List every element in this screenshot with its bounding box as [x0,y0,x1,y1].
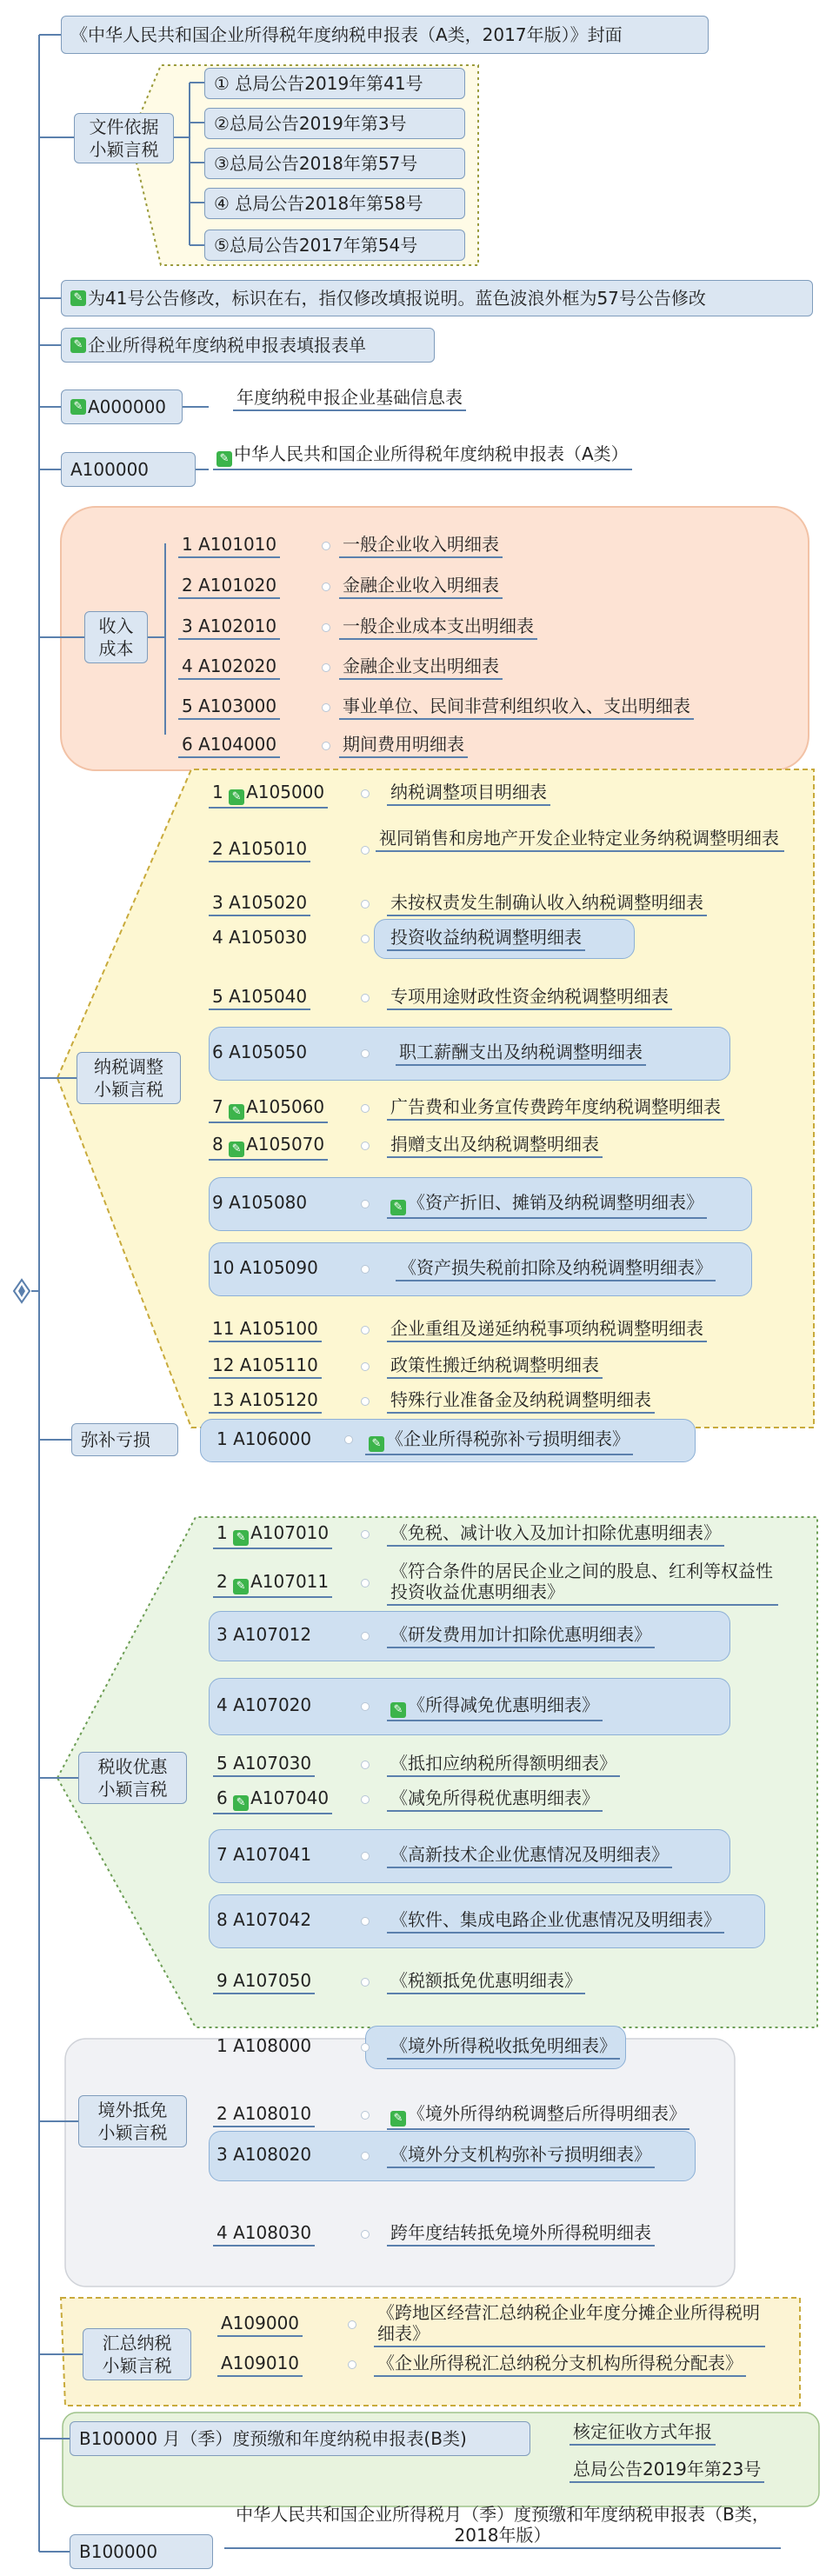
pref-row-desc-label: 《符合条件的居民企业之间的股息、红利等权益性投资收益优惠明细表》 [390,1561,773,1602]
income-row-desc-label: 一般企业成本支出明细表 [343,616,534,636]
note-icon: ✎ [233,1795,249,1811]
expand-dot-icon[interactable] [322,663,330,672]
adjust-row-desc-label: 投资收益纳税调整明细表 [390,927,582,948]
note-icon: ✎ [216,451,232,467]
adjust-row-desc[interactable] [387,1192,707,1219]
expand-dot-icon[interactable] [322,703,330,712]
pref-row-code-label: A107040 [250,1787,330,1808]
expand-dot-icon[interactable] [361,1761,370,1769]
expand-dot-icon[interactable] [322,623,330,632]
adjust-row-desc-label: 《资产损失税前扣除及纳税调整明细表》 [399,1257,712,1278]
adjust-row-desc[interactable] [387,782,550,806]
expand-dot-icon[interactable] [361,1530,370,1539]
pref-row-desc[interactable] [387,1694,603,1721]
note-icon: ✎ [390,1702,406,1718]
b-item-annual[interactable]: 核定征收方式年报 [570,2421,716,2446]
b-section-node[interactable] [70,2421,530,2456]
adjust-row-code-label: 5 A105040 [212,986,308,1007]
pref-row-desc-label: 《税额抵免优惠明细表》 [390,1970,582,1991]
pref-row-code-label: 8 A107042 [216,1909,312,1930]
adjust-row-code[interactable] [209,1389,322,1414]
income-row-desc[interactable] [339,656,503,680]
note-icon: ✎ [390,2111,406,2127]
note-icon: ✎ [233,1579,249,1594]
expand-dot-icon[interactable] [361,1397,370,1406]
income-row-desc-label: 一般企业收入明细表 [343,534,499,555]
basis-item[interactable] [204,148,465,179]
adjust-label: 纳税调整 小颖言税 [94,1056,163,1100]
expand-dot-icon[interactable] [361,2043,370,2052]
adjust-row-desc-label: 职工薪酬支出及纳税调整明细表 [399,1042,643,1062]
pref-row-code[interactable] [213,1522,332,1549]
adjust-row-code-label: 2 A105010 [212,838,308,859]
pref-row-code[interactable] [213,1787,332,1814]
pref-row-desc-label: 《所得减免优惠明细表》 [408,1694,599,1715]
income-row-desc[interactable] [339,734,468,758]
adjust-row-code[interactable] [209,1257,322,1280]
consol-row-code[interactable] [217,2353,303,2377]
expand-dot-icon[interactable] [361,846,370,855]
income-row-code[interactable] [178,616,280,640]
foreign-row-desc-label: 《境外所得纳税调整后所得明细表》 [408,2103,686,2124]
adjust-row-desc-label: 纳税调整项目明细表 [390,782,547,802]
foreign-node[interactable] [78,2095,187,2147]
income-row-desc[interactable] [339,616,537,640]
consol-row-desc[interactable] [374,2353,746,2377]
adjust-row-desc-label: 捐赠支出及纳税调整明细表 [390,1134,599,1155]
pref-row-desc[interactable] [387,1844,672,1868]
basis-item-label: ②总局公告2019年第3号 [214,113,407,134]
pref-row-code[interactable] [213,1970,315,1994]
expand-dot-icon[interactable] [361,935,370,943]
adjust-row-desc[interactable] [387,1355,603,1379]
foreign-row-code[interactable] [213,2144,315,2167]
expand-dot-icon[interactable] [361,900,370,909]
adjust-row-desc[interactable] [396,1042,646,1066]
adjust-row-code-label: A105070 [246,1134,325,1155]
expand-dot-icon[interactable] [361,789,370,798]
note-icon: ✎ [70,290,86,306]
pref-node[interactable] [78,1752,187,1804]
pref-row-code-label: 3 A107012 [216,1624,312,1645]
expand-dot-icon[interactable] [361,1917,370,1926]
foreign-row-desc-label: 《境外分支机构弥补亏损明细表》 [390,2144,651,2165]
adjust-row-code[interactable] [209,838,310,862]
pref-label: 税收优惠 小颖言税 [97,1756,168,1800]
expand-dot-icon[interactable] [348,2320,356,2329]
expand-dot-icon[interactable] [361,1049,370,1058]
adjust-row-code-label: 9 A105080 [212,1192,308,1213]
foreign-row-code[interactable] [213,2103,315,2127]
pref-row-desc[interactable] [387,1624,655,1648]
consol-node[interactable] [83,2328,191,2380]
note-icon: ✎ [70,337,86,353]
expand-dot-icon[interactable] [361,1795,370,1804]
a000000-code: A000000 [88,396,167,417]
expand-dot-icon[interactable] [361,1632,370,1641]
pref-row-code-label: A107010 [250,1522,330,1543]
consol-row-desc[interactable] [374,2302,765,2347]
basis-item[interactable] [204,230,465,261]
pref-row-desc-label: 《免税、减计收入及加计扣除优惠明细表》 [390,1522,721,1543]
consol-row-desc-label: 《企业所得税汇总纳税分支机构所得税分配表》 [377,2353,743,2373]
pref-row-code[interactable] [213,1909,315,1932]
fill-list-node[interactable] [61,328,435,363]
note-icon: ✎ [390,1200,406,1215]
b100000-code: B100000 [79,2541,158,2562]
pref-row-code-label: 4 A107020 [216,1694,312,1715]
pref-row-desc[interactable] [387,1909,724,1934]
adjust-row-code[interactable] [209,1042,310,1064]
foreign-row-desc-label: 《境外所得税收抵免明细表》 [390,2035,616,2056]
pref-row-desc-label: 《软件、集成电路企业优惠情况及明细表》 [390,1909,721,1930]
expand-dot-icon[interactable] [322,542,330,550]
income-row-code-label: 2 A101020 [182,575,277,596]
pref-row-code[interactable] [213,1571,332,1598]
fill-list-label: 企业所得税年度纳税申报表填报表单 [88,335,366,356]
adjust-row-desc-label: 政策性搬迁纳税调整明细表 [390,1355,599,1375]
pref-row-code-label: 7 A107041 [216,1844,312,1865]
adjust-row-desc[interactable] [387,1096,724,1121]
pref-row-desc[interactable] [387,1753,620,1777]
b100000-desc[interactable]: 中华人民共和国企业所得税月（季）度预缴和年度纳税申报表（B类，2018年版） [224,2504,781,2549]
expand-dot-icon[interactable] [348,2360,356,2369]
a100000-code: A100000 [70,459,150,480]
income-row-desc-label: 金融企业支出明细表 [343,656,499,676]
adjust-row-code-label: 13 A105120 [212,1389,318,1410]
adjust-row-code-label: 4 A105030 [212,927,308,948]
adjust-row-code-label: 12 A105110 [212,1355,318,1375]
income-row-desc[interactable] [339,534,503,558]
pref-row-desc-label: 《抵扣应纳税所得额明细表》 [390,1753,616,1774]
expand-dot-icon[interactable] [361,1326,370,1335]
foreign-row-code-label: 2 A108010 [216,2103,312,2124]
pref-row-code[interactable] [213,1844,315,1867]
income-row-desc-label: 事业单位、民间非营利组织收入、支出明细表 [343,696,690,716]
adjust-row-desc[interactable] [387,1318,707,1342]
adjust-row-desc-label: 企业重组及递延纳税事项纳税调整明细表 [390,1318,703,1339]
adjust-row-code[interactable] [209,782,328,809]
expand-dot-icon[interactable] [361,1852,370,1860]
adjust-row-desc[interactable] [387,986,672,1010]
pref-row-number: 1 [216,1522,234,1543]
b-item-announcement[interactable]: 总局公告2019年第23号 [570,2459,764,2483]
note-icon: ✎ [233,1530,249,1546]
adjust-row-code[interactable] [209,892,310,916]
basis-item[interactable] [204,188,465,219]
income-row-code[interactable] [178,656,280,680]
income-row-code-label: 4 A102020 [182,656,277,676]
a000000-node[interactable] [61,389,183,424]
pref-row-desc-label: 《高新技术企业优惠情况及明细表》 [390,1844,669,1865]
basis-label: 文件依据 小颖言税 [89,116,159,160]
adjust-row-desc[interactable] [387,1389,655,1414]
adjust-row-number: 1 [212,782,230,802]
consol-row-code[interactable] [217,2313,303,2337]
basis-item-label: ④ 总局公告2018年第58号 [214,193,423,214]
pref-row-code-label: 9 A107050 [216,1970,312,1991]
pref-row-desc-label: 《减免所得税优惠明细表》 [390,1787,599,1808]
adjust-row-code[interactable] [209,1134,328,1161]
expand-dot-icon[interactable] [361,1362,370,1371]
income-row-desc[interactable] [339,575,503,599]
foreign-row-desc-label: 跨年度结转抵免境外所得税明细表 [390,2222,651,2243]
expand-dot-icon[interactable] [322,742,330,750]
expand-dot-icon[interactable] [361,1579,370,1588]
income-row-code-label: 5 A103000 [182,696,277,716]
adjust-row-code-label: A105060 [246,1096,325,1117]
b100000-node[interactable] [70,2534,213,2569]
expand-dot-icon[interactable] [361,2111,370,2120]
adjust-row-desc-label: 特殊行业准备金及纳税调整明细表 [390,1389,651,1410]
adjust-row-desc[interactable] [387,927,585,951]
income-node[interactable] [84,611,148,663]
adjust-row-desc[interactable] [387,1134,603,1158]
note-icon: ✎ [70,399,86,415]
loss-label: 弥补亏损 [81,1429,150,1450]
adjust-row-desc-label: 视同销售和房地产开发企业特定业务纳税调整明细表 [379,828,779,849]
loss-code[interactable]: 1 A106000 [216,1428,312,1449]
adjust-row-code-label: A105000 [246,782,325,802]
note-icon: ✎ [229,789,244,805]
adjust-row-desc[interactable] [376,828,784,852]
adjust-row-code[interactable] [209,986,310,1010]
foreign-row-code-label: 4 A108030 [216,2222,312,2243]
consol-row-code-label: A109000 [221,2313,300,2333]
income-row-code[interactable] [178,575,280,599]
income-row-code-label: 6 A104000 [182,734,277,755]
note-icon: ✎ [229,1142,244,1157]
adjust-row-code-label: 3 A105020 [212,892,308,913]
expand-dot-icon[interactable] [344,1435,353,1444]
foreign-row-code-label: 3 A108020 [216,2144,312,2165]
pref-row-number: 6 [216,1787,234,1808]
note-icon: ✎ [229,1104,244,1120]
pref-row-number: 2 [216,1571,234,1592]
pref-row-desc[interactable] [387,1787,603,1812]
loss-desc-label: 《企业所得税弥补亏损明细表》 [386,1428,629,1449]
consol-row-code-label: A109010 [221,2353,300,2373]
basis-item-label: ① 总局公告2019年第41号 [214,73,423,94]
foreign-label: 境外抵免 小颖言税 [97,2100,168,2143]
note-41-node[interactable] [61,280,813,316]
adjust-row-desc-label: 未按权责发生制确认收入纳税调整明细表 [390,892,703,913]
income-row-desc-label: 期间费用明细表 [343,734,464,755]
b-section-label: B100000 月（季）度预缴和年度纳税申报表(B类) [79,2428,467,2449]
income-row-desc[interactable] [339,696,694,720]
cover-label: 《中华人民共和国企业所得税年度纳税申报表（A类，2017年版）》封面 [70,24,623,45]
income-row-code[interactable] [178,734,280,758]
a100000-node[interactable] [61,452,196,487]
pref-row-desc[interactable] [387,1970,585,1994]
foreign-row-desc[interactable] [387,2103,689,2130]
income-label: 收入 成本 [98,616,134,659]
pref-row-code[interactable] [213,1694,315,1717]
expand-dot-icon[interactable] [361,2152,370,2160]
adjust-row-number: 8 [212,1134,230,1155]
consol-label: 汇总纳税 小颖言税 [102,2333,172,2376]
adjust-row-desc[interactable] [396,1257,716,1281]
note-icon: ✎ [369,1436,384,1452]
expand-dot-icon[interactable] [361,1104,370,1113]
adjust-row-code-label: 6 A105050 [212,1042,308,1062]
adjust-row-code[interactable] [209,927,310,949]
a100000-desc-label: 中华人民共和国企业所得税年度纳税申报表（A类） [234,443,629,464]
expand-dot-icon[interactable] [361,1142,370,1150]
a000000-desc[interactable]: 年度纳税申报企业基础信息表 [233,387,466,411]
pref-row-code-label: 5 A107030 [216,1753,312,1774]
adjust-row-code[interactable] [209,1096,328,1123]
a100000-desc[interactable] [213,443,632,470]
expand-dot-icon[interactable] [361,1200,370,1208]
foreign-row-code[interactable] [213,2222,315,2247]
adjust-row-code-label: 10 A105090 [212,1257,318,1278]
pref-row-desc[interactable] [387,1561,778,1606]
loss-node[interactable] [71,1423,178,1456]
pref-row-code[interactable] [213,1753,315,1777]
adjust-row-desc-label: 广告费和业务宣传费跨年度纳税调整明细表 [390,1096,721,1117]
adjust-row-code-label: 11 A105100 [212,1318,318,1339]
foreign-row-desc[interactable] [387,2222,655,2247]
foreign-row-code[interactable] [213,2035,315,2058]
adjust-row-desc-label: 《资产折旧、摊销及纳税调整明细表》 [408,1192,703,1213]
adjust-row-desc-label: 专项用途财政性资金纳税调整明细表 [390,986,669,1007]
pref-row-code-label: A107011 [250,1571,330,1592]
pref-row-desc[interactable] [387,1522,724,1547]
cover-node[interactable] [61,16,709,54]
adjust-row-code[interactable] [209,1355,322,1379]
basis-item-label: ⑤总局公告2017年第54号 [214,235,418,256]
income-row-desc-label: 金融企业收入明细表 [343,575,499,596]
pref-row-desc-label: 《研发费用加计扣除优惠明细表》 [390,1624,651,1645]
basis-node[interactable] [74,113,174,163]
adjust-row-code[interactable] [209,1192,310,1215]
adjust-node[interactable] [77,1052,181,1104]
expand-dot-icon[interactable] [322,582,330,591]
foreign-row-code-label: 1 A108000 [216,2035,312,2056]
adjust-row-number: 7 [212,1096,230,1117]
expand-dot-icon[interactable] [361,1978,370,1987]
basis-item-label: ③总局公告2018年第57号 [214,153,418,174]
basis-item[interactable] [204,68,465,99]
adjust-row-desc[interactable] [387,892,707,916]
note-41-label: 为41号公告修改，标识在右，指仅修改填报说明。蓝色波浪外框为57号公告修改 [88,288,706,309]
expand-dot-icon[interactable] [361,2230,370,2239]
expand-dot-icon[interactable] [361,994,370,1002]
adjust-row-code[interactable] [209,1318,322,1342]
income-row-code[interactable] [178,534,280,558]
expand-dot-icon[interactable] [361,1702,370,1711]
income-row-code-label: 3 A102010 [182,616,277,636]
pref-row-code[interactable] [213,1624,315,1647]
loss-desc[interactable] [365,1428,633,1455]
foreign-row-desc[interactable] [387,2144,655,2168]
basis-item[interactable] [204,108,465,139]
income-row-code-label: 1 A101010 [182,534,277,555]
income-row-code[interactable] [178,696,280,720]
expand-dot-icon[interactable] [361,1265,370,1274]
consol-row-desc-label: 《跨地区经营汇总纳税企业年度分摊企业所得税明细表》 [377,2302,760,2344]
foreign-row-desc[interactable] [387,2035,620,2060]
